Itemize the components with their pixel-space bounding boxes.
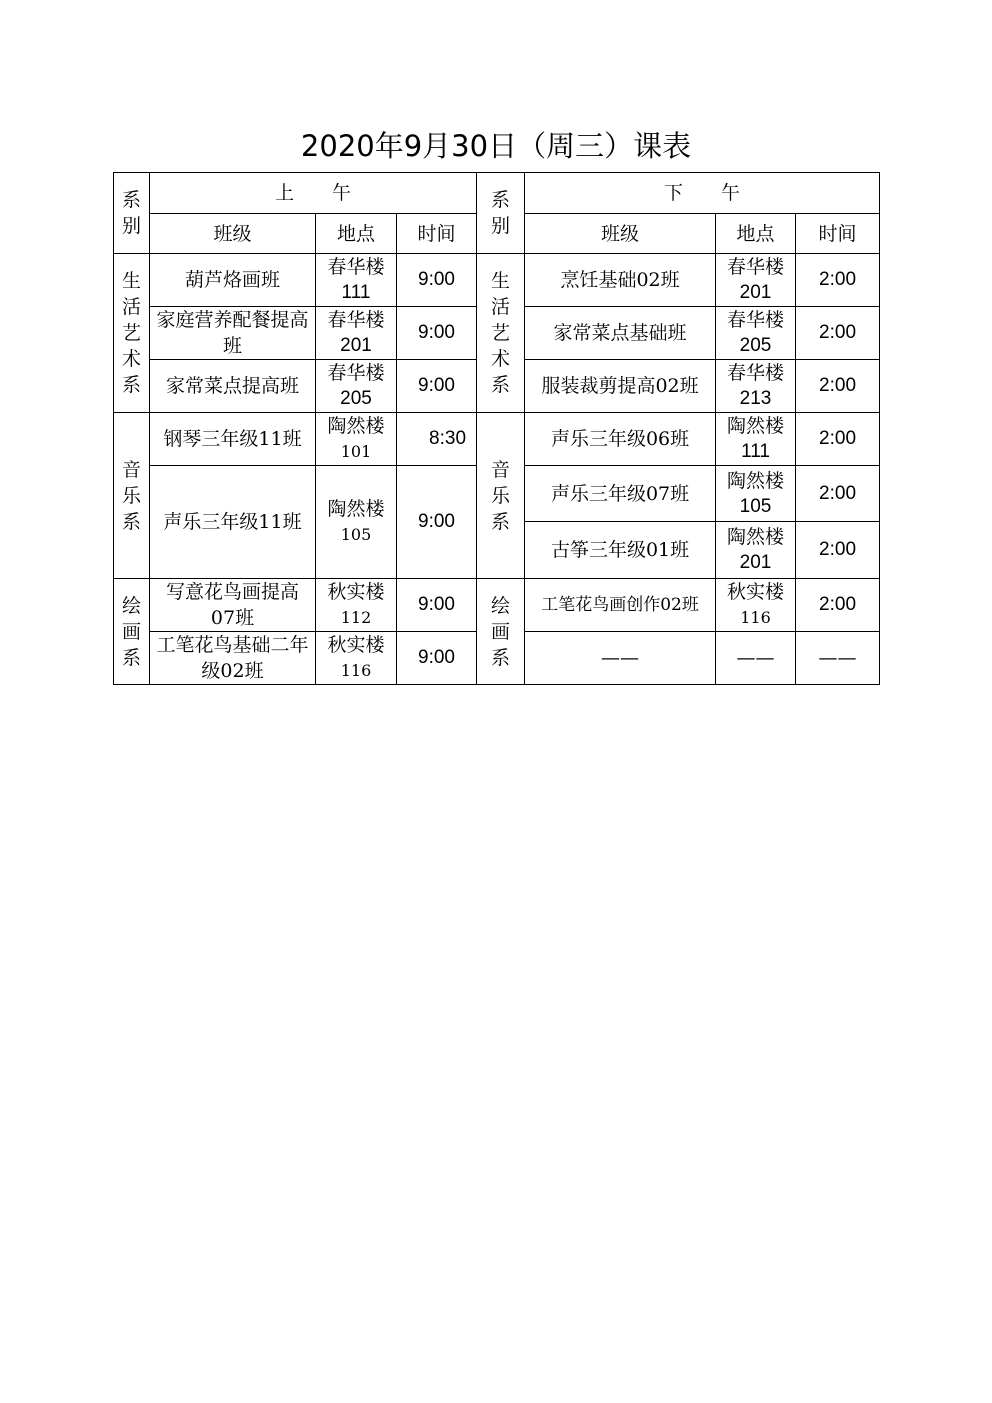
am-time: 9:00: [397, 307, 477, 360]
pm-class: 烹饪基础02班: [525, 254, 716, 307]
pm-time: 2:00: [796, 579, 880, 632]
pm-class: 古筝三年级01班: [525, 522, 716, 579]
pm-place: 春华楼 201: [716, 254, 796, 307]
col-class-pm: 班级: [525, 214, 716, 254]
col-class-am: 班级: [150, 214, 316, 254]
col-place-am: 地点: [316, 214, 397, 254]
pm-time: 2:00: [796, 307, 880, 360]
am-place: 陶然楼 101: [316, 413, 397, 466]
am-class: 写意花鸟画提高07班: [150, 579, 316, 632]
am-place: 春华楼 201: [316, 307, 397, 360]
pm-place: 春华楼 213: [716, 360, 796, 413]
pm-class-empty: ——: [525, 632, 716, 685]
pm-time-empty: ——: [796, 632, 880, 685]
dept-music-pm: 音乐系: [477, 413, 525, 579]
am-time: 9:00: [397, 466, 477, 579]
dept-life-pm: 生活艺术系: [477, 254, 525, 413]
col-time-am: 时间: [397, 214, 477, 254]
col-place-pm: 地点: [716, 214, 796, 254]
pm-class: 工笔花鸟画创作02班: [525, 579, 716, 632]
pm-place-empty: ——: [716, 632, 796, 685]
morning-header: 上 午: [150, 173, 477, 214]
am-time: 9:00: [397, 360, 477, 413]
am-place: 陶然楼 105: [316, 466, 397, 579]
am-time: 9:00: [397, 632, 477, 685]
pm-class: 声乐三年级06班: [525, 413, 716, 466]
pm-place: 秋实楼 116: [716, 579, 796, 632]
dept-paint-pm: 绘画系: [477, 579, 525, 685]
pm-class: 服装裁剪提高02班: [525, 360, 716, 413]
am-class: 声乐三年级11班: [150, 466, 316, 579]
dept-life-am: 生活艺术系: [114, 254, 150, 413]
pm-place: 陶然楼 201: [716, 522, 796, 579]
page-title: 2020年9月30日（周三）课表: [300, 129, 692, 163]
col-time-pm: 时间: [796, 214, 880, 254]
am-time: 9:00: [397, 579, 477, 632]
pm-class: 声乐三年级07班: [525, 466, 716, 522]
am-place: 春华楼 111: [316, 254, 397, 307]
dept-header-am: 系别: [114, 173, 150, 254]
am-time: 8:30: [397, 413, 477, 466]
am-place: 秋实楼 116: [316, 632, 397, 685]
am-class: 工笔花鸟基础二年级02班: [150, 632, 316, 685]
am-class: 钢琴三年级11班: [150, 413, 316, 466]
pm-time: 2:00: [796, 413, 880, 466]
pm-time: 2:00: [796, 522, 880, 579]
am-place: 春华楼 205: [316, 360, 397, 413]
schedule-table: [113, 172, 880, 685]
afternoon-header: 下 午: [525, 173, 880, 214]
pm-place: 春华楼 205: [716, 307, 796, 360]
pm-time: 2:00: [796, 254, 880, 307]
pm-place: 陶然楼 111: [716, 413, 796, 466]
am-class: 家庭营养配餐提高班: [150, 307, 316, 360]
pm-place: 陶然楼 105: [716, 466, 796, 522]
am-class: 葫芦烙画班: [150, 254, 316, 307]
pm-time: 2:00: [796, 360, 880, 413]
am-time: 9:00: [397, 254, 477, 307]
dept-music-am: 音乐系: [114, 413, 150, 579]
am-place: 秋实楼 112: [316, 579, 397, 632]
pm-time: 2:00: [796, 466, 880, 522]
dept-header-pm: 系别: [477, 173, 525, 254]
dept-paint-am: 绘画系: [114, 579, 150, 685]
am-class: 家常菜点提高班: [150, 360, 316, 413]
pm-class: 家常菜点基础班: [525, 307, 716, 360]
